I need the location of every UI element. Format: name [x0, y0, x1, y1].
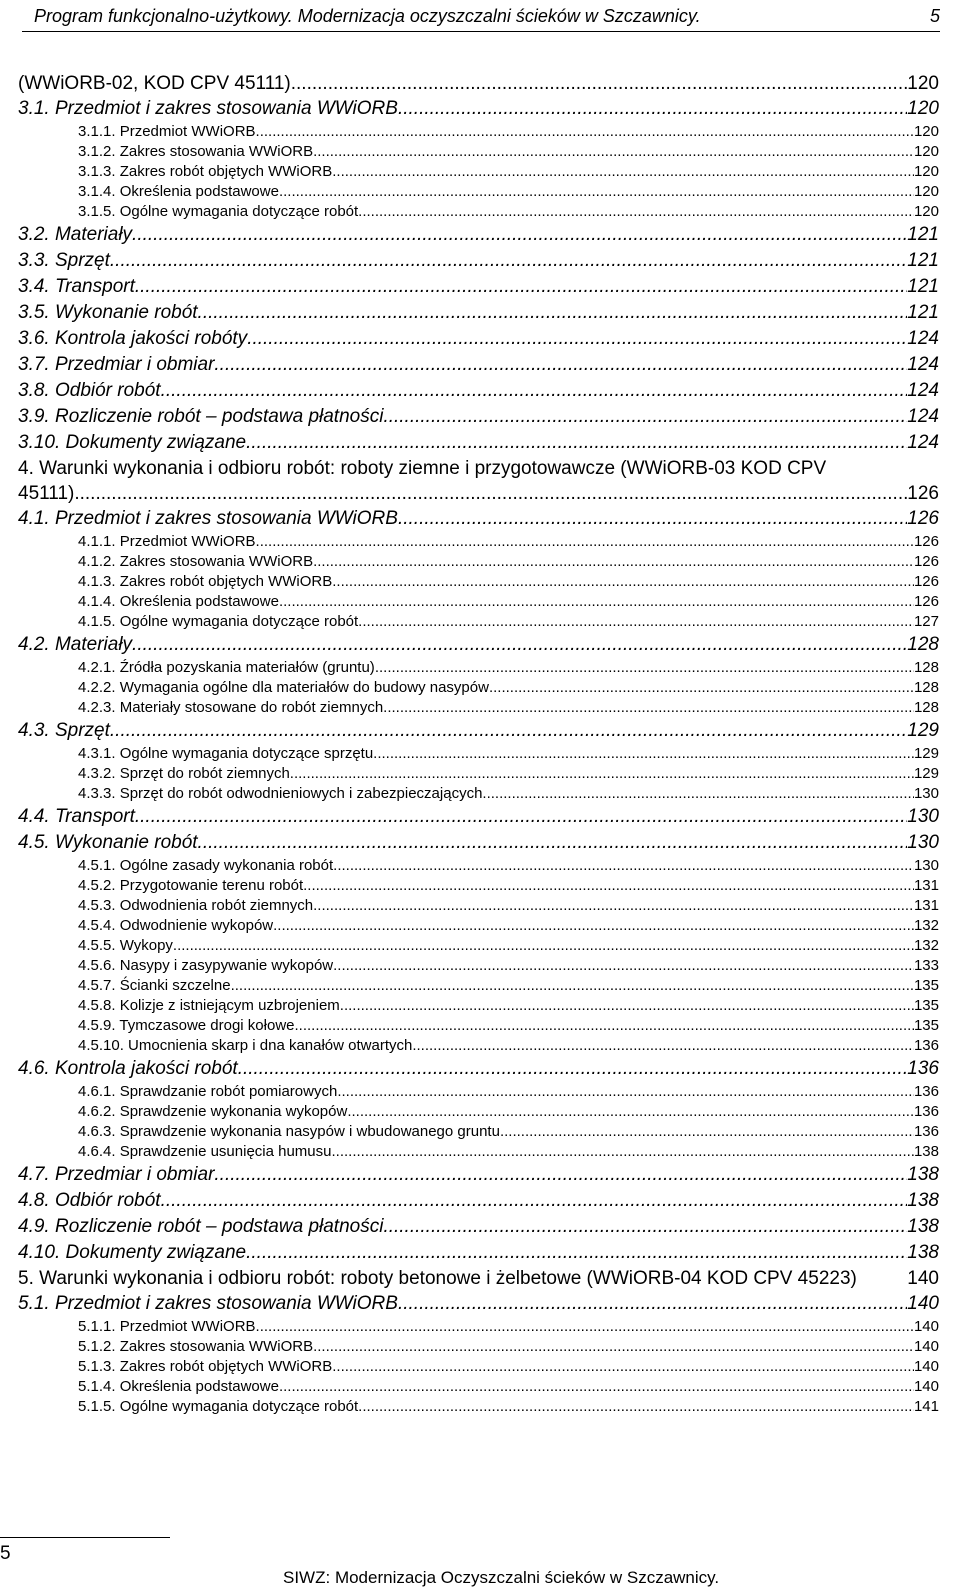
toc-entry-title: 4.5.1. Ogólne zasady wykonania robót	[78, 857, 334, 874]
toc-entry-title: 4.5.10. Umocnienia skarp i dna kanałów otwartych	[78, 1037, 413, 1054]
toc-entry-title: 4.1. Przedmiot i zakres stosowania WWiORB	[18, 508, 398, 529]
toc-entry[interactable]	[18, 352, 939, 378]
toc-entry-page: 124	[907, 328, 939, 349]
toc-entry-title: 4.6.2. Sprawdzenie wykonania wykopów	[78, 1103, 348, 1120]
toc-dot-leader	[500, 1122, 914, 1142]
toc-entry[interactable]	[18, 718, 939, 744]
toc-entry-page: 129	[907, 720, 939, 741]
toc-entry-title: 4.4. Transport	[18, 806, 135, 827]
toc-entry-page: 126	[913, 533, 939, 550]
toc-dot-leader	[313, 896, 914, 916]
toc-entry-title: 4. Warunki wykonania i odbioru robót: roboty ziemne i przygotowawcze (WWiORB-03 KOD CPV	[18, 458, 827, 479]
toc-entry-title: 5.1.3. Zakres robót objętych WWiORB	[78, 1358, 333, 1375]
toc-dot-leader	[337, 1082, 914, 1102]
toc-entry-title: 4.1.5. Ogólne wymagania dotyczące robót	[78, 613, 359, 630]
toc-entry[interactable]	[18, 830, 939, 856]
toc-entry-title: 4.6.3. Sprawdzenie wykonania nasypów i wbudowanego gruntu	[78, 1123, 500, 1140]
toc-entry-title: 3.9. Rozliczenie robót – podstawa płatności	[18, 406, 384, 427]
toc-entry[interactable]	[18, 744, 939, 764]
toc-entry[interactable]	[18, 1214, 939, 1240]
toc-dot-leader	[74, 481, 907, 506]
toc-entry-title: 5. Warunki wykonania i odbioru robót: roboty betonowe i żelbetowe (WWiORB-04 KOD CPV 45223)	[18, 1268, 857, 1289]
toc-entry-page: 124	[907, 380, 939, 401]
toc-entry-page: 120	[907, 98, 939, 119]
toc-entry[interactable]	[18, 1317, 939, 1337]
toc-entry-page: 135	[913, 977, 939, 994]
toc-entry-title: 3.5. Wykonanie robót	[18, 302, 198, 323]
page-header	[22, 0, 940, 32]
toc-entry[interactable]	[18, 1142, 939, 1162]
toc-entry-page: 121	[907, 250, 939, 271]
toc-entry[interactable]	[18, 804, 939, 830]
toc-entry-page: 124	[907, 432, 939, 453]
toc-entry-page: 132	[913, 937, 939, 954]
toc-entry-title: 45111)	[18, 483, 75, 504]
toc-entry-page: 127	[913, 613, 939, 630]
toc-entry[interactable]	[18, 142, 939, 162]
toc-entry-title: 3.1.1. Przedmiot WWiORB	[78, 123, 256, 140]
footer-divider	[0, 1537, 170, 1538]
toc-entry-title: 3.1.4. Określenia podstawowe	[78, 183, 279, 200]
header-title: Program funkcjonalno-użytkowy. Modernizacja oczyszczalni ścieków w Szczawnicy.	[34, 6, 701, 26]
toc-entry-page: 140	[913, 1318, 939, 1335]
toc-entry-title: 4.5.3. Odwodnienia robót ziemnych	[78, 897, 314, 914]
toc-entry-page: 120	[913, 123, 939, 140]
toc-dot-leader	[373, 744, 914, 764]
toc-entry-page: 126	[907, 508, 939, 529]
toc-entry-page: 136	[913, 1123, 939, 1140]
toc-entry-title: 4.5.9. Tymczasowe drogi kołowe	[78, 1017, 295, 1034]
toc-entry-page: 135	[913, 997, 939, 1014]
toc-entry[interactable]	[18, 1056, 939, 1082]
toc-entry[interactable]	[18, 222, 939, 248]
footer-page-number: 5	[0, 1543, 11, 1564]
toc-entry-page: 128	[913, 699, 939, 716]
toc-entry[interactable]	[18, 572, 939, 592]
toc-entry[interactable]	[18, 481, 939, 506]
toc-dot-leader	[246, 430, 907, 456]
toc-dot-leader	[256, 1317, 914, 1337]
toc-entry[interactable]	[18, 122, 939, 142]
toc-dot-leader	[238, 1056, 908, 1082]
toc-entry-title: 3.2. Materiały	[18, 224, 133, 245]
toc-entry-page: 138	[907, 1216, 939, 1237]
toc-entry-title: 5.1.2. Zakres stosowania WWiORB	[78, 1338, 314, 1355]
toc-entry[interactable]	[18, 592, 939, 612]
toc-dot-leader	[383, 1214, 907, 1240]
toc-entry-title: 4.5.7. Ścianki szczelne	[78, 977, 231, 994]
toc-dot-leader	[110, 248, 907, 274]
toc-dot-leader	[332, 572, 914, 592]
header-page-number: 5	[929, 6, 940, 26]
toc-entry-page: 138	[907, 1190, 939, 1211]
toc-entry-page: 140	[913, 1358, 939, 1375]
toc-dot-leader	[198, 300, 908, 326]
toc-entry[interactable]	[18, 96, 939, 122]
toc-entry-title: 5.1.4. Określenia podstawowe	[78, 1378, 279, 1395]
toc-entry-page: 136	[907, 1058, 939, 1079]
table-of-contents	[18, 71, 939, 1417]
toc-dot-leader	[347, 1102, 914, 1122]
toc-dot-leader	[332, 1142, 914, 1162]
toc-entry-page: 120	[907, 73, 939, 94]
toc-dot-leader	[358, 612, 914, 632]
toc-entry[interactable]	[18, 1036, 939, 1056]
toc-entry-title: 4.5.6. Nasypy i zasypywanie wykopów	[78, 957, 334, 974]
toc-entry-title: 3.10. Dokumenty związane	[18, 432, 247, 453]
toc-entry-title: 4.1.3. Zakres robót objętych WWiORB	[78, 573, 333, 590]
toc-entry-page: 140	[913, 1378, 939, 1395]
toc-dot-leader	[398, 1291, 907, 1317]
toc-dot-leader	[340, 996, 914, 1016]
toc-entry[interactable]	[18, 378, 939, 404]
toc-entry-title: 5.1.5. Ogólne wymagania dotyczące robót	[78, 1398, 359, 1415]
toc-entry-page: 135	[913, 1017, 939, 1034]
toc-entry-title: 3.7. Przedmiar i obmiar	[18, 354, 215, 375]
toc-dot-leader	[135, 274, 907, 300]
toc-entry[interactable]	[18, 896, 939, 916]
toc-entry[interactable]	[18, 1266, 939, 1291]
toc-entry-title: (WWiORB-02, KOD CPV 45111)	[18, 73, 291, 94]
toc-entry[interactable]	[18, 976, 939, 996]
toc-entry-page: 136	[913, 1103, 939, 1120]
toc-entry-page: 136	[913, 1037, 939, 1054]
toc-entry-page: 120	[913, 143, 939, 160]
toc-entry-page: 126	[913, 553, 939, 570]
toc-entry-page: 131	[913, 877, 939, 894]
toc-dot-leader	[489, 678, 914, 698]
toc-dot-leader	[214, 352, 907, 378]
toc-entry[interactable]	[18, 71, 939, 96]
toc-entry[interactable]	[18, 182, 939, 202]
toc-dot-leader	[214, 1162, 907, 1188]
toc-entry-page: 129	[913, 745, 939, 762]
toc-entry-page: 140	[913, 1338, 939, 1355]
toc-entry-page: 136	[913, 1083, 939, 1100]
toc-entry-title: 4.6.1. Sprawdzanie robót pomiarowych	[78, 1083, 338, 1100]
toc-entry-page: 128	[913, 659, 939, 676]
toc-entry[interactable]	[18, 532, 939, 552]
toc-entry-title: 4.5. Wykonanie robót	[18, 832, 198, 853]
toc-dot-leader	[383, 698, 914, 718]
toc-entry-title: 5.1.1. Przedmiot WWiORB	[78, 1318, 256, 1335]
toc-dot-leader	[161, 378, 908, 404]
toc-dot-leader	[256, 532, 914, 552]
toc-entry[interactable]	[18, 956, 939, 976]
toc-entry-title: 4.3.2. Sprzęt do robót ziemnych	[78, 765, 290, 782]
toc-dot-leader	[332, 162, 914, 182]
toc-entry-title: 4.2.3. Materiały stosowane do robót ziemnych	[78, 699, 384, 716]
toc-entry-page: 126	[913, 573, 939, 590]
toc-entry[interactable]	[18, 202, 939, 222]
toc-entry-title: 4.7. Przedmiar i obmiar	[18, 1164, 215, 1185]
toc-entry-title: 4.3.3. Sprzęt do robót odwodnieniowych i zabezpieczających	[78, 785, 483, 802]
toc-entry-page: 141	[913, 1398, 939, 1415]
toc-entry-page: 140	[907, 1293, 939, 1314]
toc-entry[interactable]	[18, 916, 939, 936]
toc-entry[interactable]	[18, 1357, 939, 1377]
toc-dot-leader	[333, 856, 914, 876]
toc-entry-title: 4.2.2. Wymagania ogólne dla materiałów do budowy nasypów	[78, 679, 489, 696]
toc-entry-title: 4.3.1. Ogólne wymagania dotyczące sprzętu	[78, 745, 374, 762]
footer-text: SIWZ: Modernizacja Oczyszczalni ścieków w Szczawnicy.	[283, 1568, 720, 1587]
toc-entry-title: 4.9. Rozliczenie robót – podstawa płatności	[18, 1216, 384, 1237]
toc-entry[interactable]	[18, 506, 939, 532]
toc-dot-leader	[132, 222, 907, 248]
toc-entry-page: 130	[907, 832, 939, 853]
toc-entry-page: 121	[907, 302, 939, 323]
toc-entry-page: 133	[913, 957, 939, 974]
toc-entry-page: 128	[913, 679, 939, 696]
toc-entry[interactable]	[18, 1162, 939, 1188]
toc-entry-page: 129	[913, 765, 939, 782]
toc-entry-title: 4.6.4. Sprawdzenie usunięcia humusu	[78, 1143, 332, 1160]
toc-entry-page: 138	[913, 1143, 939, 1160]
toc-entry[interactable]	[18, 1240, 939, 1266]
toc-dot-leader	[246, 1240, 907, 1266]
toc-entry[interactable]	[18, 1082, 939, 1102]
toc-entry[interactable]	[18, 456, 939, 481]
toc-entry-title: 4.8. Odbiór robót	[18, 1190, 161, 1211]
toc-entry-title: 4.5.2. Przygotowanie terenu robót	[78, 877, 304, 894]
toc-entry[interactable]	[18, 248, 939, 274]
toc-entry[interactable]	[18, 612, 939, 632]
toc-entry[interactable]	[18, 326, 939, 352]
toc-entry-page: 126	[907, 483, 939, 504]
toc-dot-leader	[279, 592, 914, 612]
toc-entry-title: 4.5.5. Wykopy	[78, 937, 173, 954]
toc-entry-title: 4.6. Kontrola jakości robót	[18, 1058, 238, 1079]
toc-entry-title: 4.1.1. Przedmiot WWiORB	[78, 533, 256, 550]
toc-entry-page: 138	[907, 1242, 939, 1263]
toc-entry[interactable]	[18, 300, 939, 326]
toc-entry[interactable]	[18, 162, 939, 182]
toc-entry[interactable]	[18, 1397, 939, 1417]
toc-dot-leader	[383, 404, 907, 430]
toc-entry[interactable]	[18, 876, 939, 896]
toc-entry[interactable]	[18, 1188, 939, 1214]
toc-dot-leader	[110, 718, 907, 744]
toc-entry-page: 128	[907, 634, 939, 655]
toc-dot-leader	[198, 830, 908, 856]
toc-entry-title: 5.1. Przedmiot i zakres stosowania WWiORB	[18, 1293, 398, 1314]
toc-entry[interactable]	[18, 1122, 939, 1142]
toc-entry-page: 138	[907, 1164, 939, 1185]
toc-entry-page: 132	[913, 917, 939, 934]
toc-entry[interactable]	[18, 764, 939, 784]
toc-entry-title: 3.6. Kontrola jakości robóty	[18, 328, 248, 349]
toc-entry-page: 121	[907, 224, 939, 245]
toc-dot-leader	[256, 122, 914, 142]
toc-entry-page: 140	[907, 1268, 939, 1289]
toc-entry[interactable]	[18, 1016, 939, 1036]
toc-dot-leader	[358, 202, 914, 222]
toc-dot-leader	[398, 96, 907, 122]
toc-entry-page: 120	[913, 163, 939, 180]
toc-entry[interactable]	[18, 678, 939, 698]
toc-dot-leader	[290, 764, 914, 784]
toc-entry[interactable]	[18, 996, 939, 1016]
toc-entry[interactable]	[18, 698, 939, 718]
toc-entry-title: 4.5.8. Kolizje z istniejącym uzbrojeniem	[78, 997, 340, 1014]
toc-dot-leader	[313, 1337, 914, 1357]
toc-entry-title: 3.3. Sprzęt	[18, 250, 110, 271]
toc-dot-leader	[313, 142, 914, 162]
toc-dot-leader	[333, 956, 914, 976]
toc-entry-page: 120	[913, 203, 939, 220]
toc-entry-page: 130	[913, 785, 939, 802]
toc-entry[interactable]	[18, 784, 939, 804]
toc-dot-leader	[135, 804, 907, 830]
toc-entry[interactable]	[18, 632, 939, 658]
toc-entry-page: 124	[907, 354, 939, 375]
toc-dot-leader	[173, 936, 914, 956]
toc-dot-leader	[398, 506, 907, 532]
toc-entry-title: 4.10. Dokumenty związane	[18, 1242, 247, 1263]
toc-dot-leader	[161, 1188, 908, 1214]
toc-entry-title: 3.1.5. Ogólne wymagania dotyczące robót	[78, 203, 359, 220]
toc-entry-page: 131	[913, 897, 939, 914]
toc-entry-page: 130	[913, 857, 939, 874]
toc-entry[interactable]	[18, 1337, 939, 1357]
toc-entry[interactable]	[18, 1377, 939, 1397]
toc-dot-leader	[313, 552, 914, 572]
toc-entry-title: 3.1.3. Zakres robót objętych WWiORB	[78, 163, 333, 180]
toc-entry-title: 4.5.4. Odwodnienie wykopów	[78, 917, 274, 934]
toc-dot-leader	[279, 182, 914, 202]
toc-entry[interactable]	[18, 430, 939, 456]
toc-dot-leader	[273, 916, 914, 936]
toc-entry[interactable]	[18, 856, 939, 876]
toc-dot-leader	[291, 71, 908, 96]
toc-entry[interactable]	[18, 936, 939, 956]
toc-entry-title: 4.1.4. Określenia podstawowe	[78, 593, 279, 610]
toc-entry-title: 3.1.2. Zakres stosowania WWiORB	[78, 143, 314, 160]
toc-entry[interactable]	[18, 1291, 939, 1317]
toc-dot-leader	[375, 658, 914, 678]
toc-entry-title: 4.2. Materiały	[18, 634, 133, 655]
toc-dot-leader	[247, 326, 907, 352]
toc-entry-page: 130	[907, 806, 939, 827]
toc-entry-page: 120	[913, 183, 939, 200]
toc-entry-title: 4.3. Sprzęt	[18, 720, 110, 741]
toc-entry[interactable]	[18, 404, 939, 430]
toc-entry-title: 3.8. Odbiór robót	[18, 380, 161, 401]
toc-entry-title: 3.4. Transport	[18, 276, 135, 297]
toc-dot-leader	[231, 976, 914, 996]
toc-entry-page: 121	[907, 276, 939, 297]
toc-entry[interactable]	[18, 274, 939, 300]
toc-dot-leader	[295, 1016, 914, 1036]
toc-dot-leader	[332, 1357, 914, 1377]
toc-entry[interactable]	[18, 552, 939, 572]
toc-entry-title: 4.1.2. Zakres stosowania WWiORB	[78, 553, 314, 570]
toc-entry-page: 124	[907, 406, 939, 427]
toc-entry[interactable]	[18, 658, 939, 678]
toc-entry-page: 126	[913, 593, 939, 610]
toc-dot-leader	[358, 1397, 914, 1417]
toc-dot-leader	[303, 876, 914, 896]
toc-entry-title: 3.1. Przedmiot i zakres stosowania WWiORB	[18, 98, 398, 119]
toc-dot-leader	[482, 784, 914, 804]
toc-dot-leader	[132, 632, 907, 658]
toc-dot-leader	[279, 1377, 914, 1397]
toc-entry-title: 4.2.1. Źródła pozyskania materiałów (gruntu)	[78, 659, 375, 676]
toc-entry[interactable]	[18, 1102, 939, 1122]
toc-dot-leader	[412, 1036, 914, 1056]
